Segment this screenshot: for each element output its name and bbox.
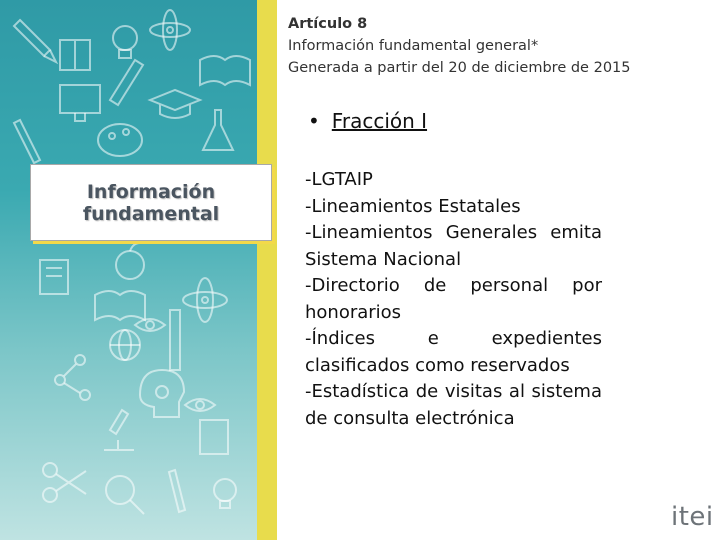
book-icon [95,291,145,320]
eye-icon [185,399,215,411]
itei-logo: itei [671,502,714,532]
apple-icon [116,243,144,279]
paint-palette-icon [98,124,142,156]
book-icon [60,40,90,70]
section-label [83,181,219,225]
list-item: -LGTAIP [305,169,373,190]
list-item: -Índices e expedientes clasificados como reservados [305,328,602,376]
head-gears-icon [140,370,184,417]
monitor-icon [60,85,100,121]
list-item: -Estadística de visitas al sistema de consulta electrónica [305,381,602,429]
eye-icon [135,319,165,331]
list-item: -Lineamientos Generales emita Sistema Nacional [305,222,602,270]
list-item: -Directorio de personal por honorarios [305,275,602,323]
book-icon [200,56,250,85]
article-subtitle: Información fundamental general* [288,38,539,54]
accent-bar [257,0,277,540]
atom-icon [183,278,227,322]
article-header [288,13,708,79]
globe-icon [110,330,140,360]
article-title: Artículo 8 [288,16,368,32]
education-icons-pattern [0,0,257,540]
graduation-cap-icon [150,90,200,118]
ruler-icon [110,60,143,105]
pencil-icon [14,120,40,163]
section-label-line2: fundamental [82,202,220,225]
flask-icon [203,110,233,150]
book-icon [40,260,68,294]
microscope-icon [104,410,134,450]
ruler-icon [170,310,180,370]
bullet-marker: • [308,109,320,133]
article-date: Generada a partir del 20 de diciembre de 2015 [288,60,631,76]
pencil-icon [169,470,185,512]
fraction-heading [308,109,427,133]
fraction-link[interactable]: Fracción I [331,109,428,133]
document-list [305,167,602,432]
section-label-line1: Información [86,180,216,203]
decorative-education-panel [0,0,257,540]
section-label-box [30,164,272,241]
book-icon [200,420,228,454]
scissors-icon [43,463,86,502]
pencil-icon [14,20,56,62]
lightbulb-icon [113,26,137,58]
molecule-icon [55,355,90,400]
lightbulb-icon [214,479,236,508]
list-item: -Lineamientos Estatales [305,195,521,217]
magnifier-icon [106,476,144,514]
atom-icon [150,10,190,50]
